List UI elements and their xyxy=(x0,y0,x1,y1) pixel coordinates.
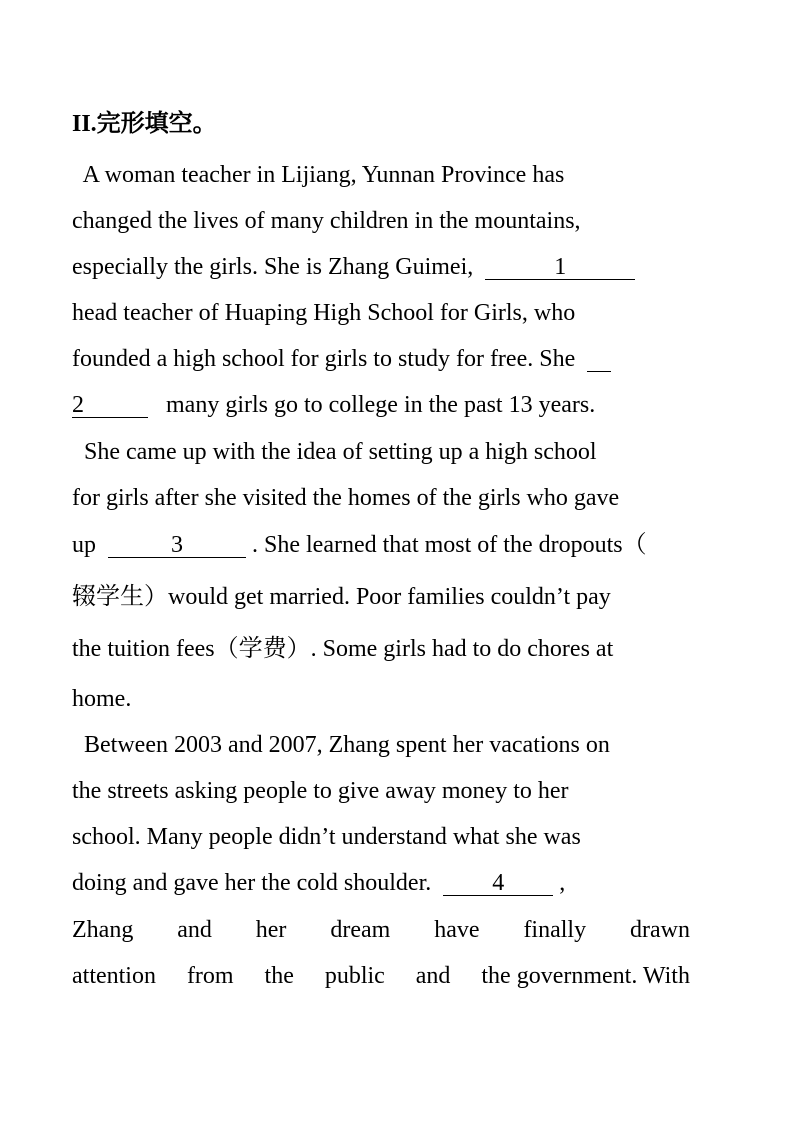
passage-line-6 xyxy=(72,390,595,420)
passage-line-11: the tuition fees（学费）. Some girls had to do chores at xyxy=(72,636,614,662)
passage-line-8: for girls after she visited the homes of the girls who gave xyxy=(72,485,620,511)
passage-line-7: She came up with the idea of setting up a high school xyxy=(72,439,597,465)
section-heading: II.完形填空。 xyxy=(72,111,217,137)
blank-4[interactable]: 4 xyxy=(443,871,553,896)
passage-line-5 xyxy=(72,344,611,374)
passage-word: attention xyxy=(72,963,156,989)
passage-word: her xyxy=(255,917,287,943)
passage-line-10: 辍学生）would get married. Poor families couldn’t pay xyxy=(72,584,611,610)
passage-text: doing and gave her the cold shoulder. xyxy=(72,870,432,896)
passage-line-12: home. xyxy=(72,686,132,712)
passage-word: Zhang xyxy=(72,917,134,943)
passage-text: founded a high school for girls to study for free. She xyxy=(72,346,576,372)
passage-word: the xyxy=(264,963,294,989)
passage-word: and xyxy=(415,963,451,989)
blank-2-start[interactable] xyxy=(587,347,611,372)
passage-line-1: A woman teacher in Lijiang, Yunnan Province has xyxy=(72,162,565,188)
passage-line-17 xyxy=(72,915,690,945)
passage-line-2: changed the lives of many children in the mountains, xyxy=(72,208,581,234)
passage-text: up xyxy=(72,532,96,558)
passage-line-18 xyxy=(72,961,690,991)
blank-3[interactable]: 3 xyxy=(108,533,246,558)
passage-word: and xyxy=(177,917,212,943)
blank-1[interactable]: 1 xyxy=(485,255,635,280)
passage-text: many girls go to college in the past 13 years. xyxy=(166,392,596,418)
passage-line-15: school. Many people didn’t understand what she was xyxy=(72,824,581,850)
passage-text: . She learned that most of the dropouts（ xyxy=(252,532,647,558)
passage-line-13: Between 2003 and 2007, Zhang spent her vacations on xyxy=(72,732,610,758)
passage-word: from xyxy=(186,963,234,989)
passage-word: the government. With xyxy=(481,963,690,989)
passage-line-14: the streets asking people to give away money to her xyxy=(72,778,569,804)
passage-line-3 xyxy=(72,252,635,282)
blank-2[interactable]: 2 xyxy=(72,393,148,418)
passage-line-9 xyxy=(72,530,647,560)
passage-text: , xyxy=(559,870,566,896)
passage-text: especially the girls. She is Zhang Guimei, xyxy=(72,254,474,280)
passage-word: finally xyxy=(523,917,587,943)
passage-line-16 xyxy=(72,868,565,898)
passage-word: public xyxy=(324,963,385,989)
passage-word: drawn xyxy=(630,917,690,943)
passage-word: dream xyxy=(330,917,391,943)
passage-line-4: head teacher of Huaping High School for Girls, who xyxy=(72,300,576,326)
passage-word: have xyxy=(434,917,480,943)
